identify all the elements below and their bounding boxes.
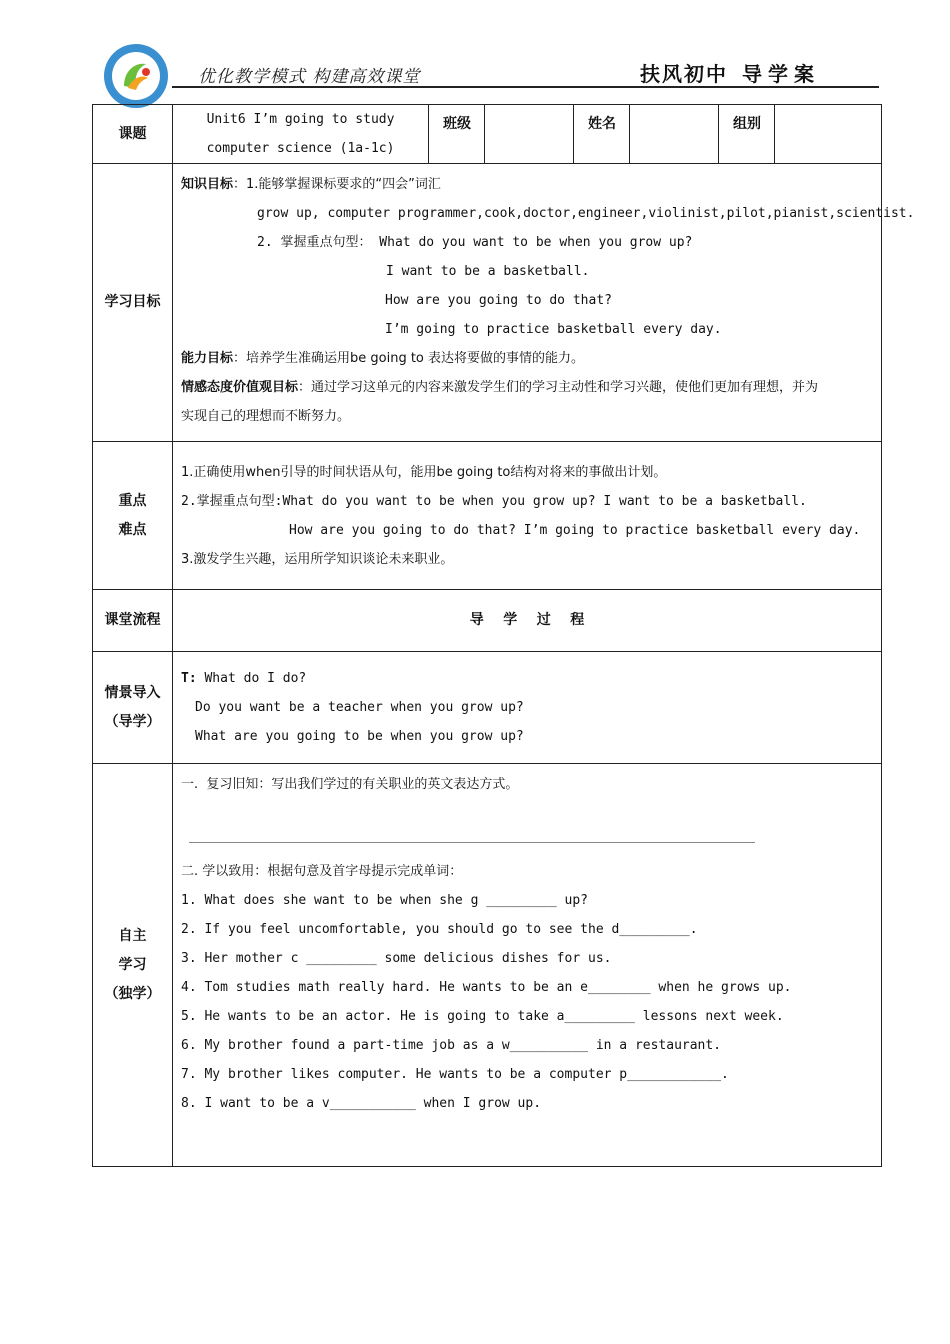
group-field[interactable]	[775, 105, 882, 164]
doc-type: 导学案	[742, 62, 820, 86]
difficulty-label: 难点	[118, 521, 147, 538]
exercise-item: 6. My brother found a part-time job as a w__________ in a restaurant.	[181, 1038, 722, 1053]
sentences-intro: 2. 掌握重点句型： What do you want to be when you grow up?	[257, 235, 693, 250]
brand-title	[640, 58, 820, 87]
intro-content	[173, 652, 882, 764]
intro-label-2: （导学）	[104, 713, 161, 730]
exercise-item: 3. Her mother c _________ some delicious dishes for us.	[181, 951, 612, 966]
school-name: 扶风初中	[640, 62, 728, 86]
key-label: 重点	[118, 492, 147, 509]
self-study-content	[173, 764, 882, 1167]
slogan: 优化教学模式 构建高效课堂	[198, 67, 421, 87]
lesson-plan-table	[92, 104, 915, 1167]
ability-label: 能力目标	[181, 351, 234, 366]
topic-row	[93, 105, 882, 164]
topic-label: 课题	[93, 105, 173, 164]
self-study-label-3: （独学）	[104, 985, 161, 1002]
school-badge-icon	[102, 42, 170, 110]
answer-line[interactable]	[189, 842, 755, 843]
key-point-2: 2.掌握重点句型:What do you want to be when you grow up? I want to be a basketball.	[181, 493, 807, 509]
self-study-label-1: 自主	[118, 927, 147, 944]
exercise-item: 4. Tom studies math really hard. He wants to be an e________ when he grows up.	[181, 980, 792, 995]
intro-label-1: 情景导入	[104, 684, 161, 701]
knowledge-label: 知识目标	[181, 177, 234, 192]
header-rule	[172, 86, 879, 88]
key-point-2b: How are you going to do that? I’m going to practice basketball every day.	[289, 522, 861, 538]
self-study-label	[93, 764, 173, 1167]
intro-question-1: Do you want be a teacher when you grow up?	[195, 700, 524, 715]
exercise-item: 8. I want to be a v___________ when I grow up.	[181, 1096, 542, 1111]
name-label: 姓名	[574, 105, 630, 164]
goals-row	[93, 164, 882, 442]
teacher-label: T:	[181, 671, 197, 686]
self-study-label-2: 学习	[118, 956, 147, 973]
goals-content	[173, 164, 915, 442]
emotion-text: ：通过学习这单元的内容来激发学生们的学习主动性和学习兴趣，使他们更加有理想，并为	[298, 380, 819, 395]
intro-label	[93, 652, 173, 764]
class-field[interactable]	[485, 105, 574, 164]
class-label: 班级	[429, 105, 485, 164]
key-points-content	[173, 442, 882, 590]
exercise-item: 7. My brother likes computer. He wants to be a computer p____________.	[181, 1067, 729, 1082]
self-study-row	[93, 764, 882, 1167]
intro-row	[93, 652, 882, 764]
knowledge-text: ：1.能够掌握课标要求的“四会”词汇	[233, 177, 441, 192]
exercise-item: 1. What does she want to be when she g _________ up?	[181, 893, 588, 908]
process-label: 课堂流程	[93, 590, 173, 652]
process-title: 导 学 过 程	[173, 590, 882, 652]
page-header	[0, 0, 950, 100]
sentence-1: I want to be a basketball.	[386, 264, 590, 279]
teacher-question: What do I do?	[196, 671, 307, 686]
process-row	[93, 590, 882, 652]
sentence-3: I’m going to practice basketball every day.	[385, 322, 722, 337]
topic-value	[173, 105, 429, 164]
topic-line-1: Unit6 I’m going to study	[206, 112, 395, 127]
exercise-item: 5. He wants to be an actor. He is going to take a_________ lessons next week.	[181, 1009, 784, 1024]
group-label: 组别	[719, 105, 775, 164]
ability-text: ：培养学生准确运用be going to 表达将要做的事情的能力。	[233, 351, 585, 366]
part-2-instruction: 二. 学以致用：根据句意及首字母提示完成单词：	[181, 864, 463, 879]
vocab-list: grow up, computer programmer,cook,doctor,engineer,violinist,pilot,pianist,scientist.	[257, 206, 915, 221]
key-points-row	[93, 442, 882, 590]
exercise-item: 2. If you feel uncomfortable, you should go to see the d_________.	[181, 922, 698, 937]
sentence-2: How are you going to do that?	[385, 293, 612, 308]
key-point-3: 3.激发学生兴趣，运用所学知识谈论未来职业。	[181, 551, 454, 567]
key-point-1: 1.正确使用when引导的时间状语从句，能用be going to结构对将来的事做出计划。	[181, 464, 667, 480]
emotion-text-2: 实现自己的理想而不断努力。	[181, 409, 351, 424]
emotion-label: 情感态度价值观目标	[181, 380, 299, 395]
goals-label: 学习目标	[93, 164, 173, 442]
part-1-instruction: 一. 复习旧知：写出我们学过的有关职业的英文表达方式。	[181, 777, 519, 792]
name-field[interactable]	[630, 105, 719, 164]
intro-question-2: What are you going to be when you grow up?	[195, 729, 524, 744]
topic-line-2: computer science (1a-1c)	[206, 141, 395, 156]
key-points-label	[93, 442, 173, 590]
